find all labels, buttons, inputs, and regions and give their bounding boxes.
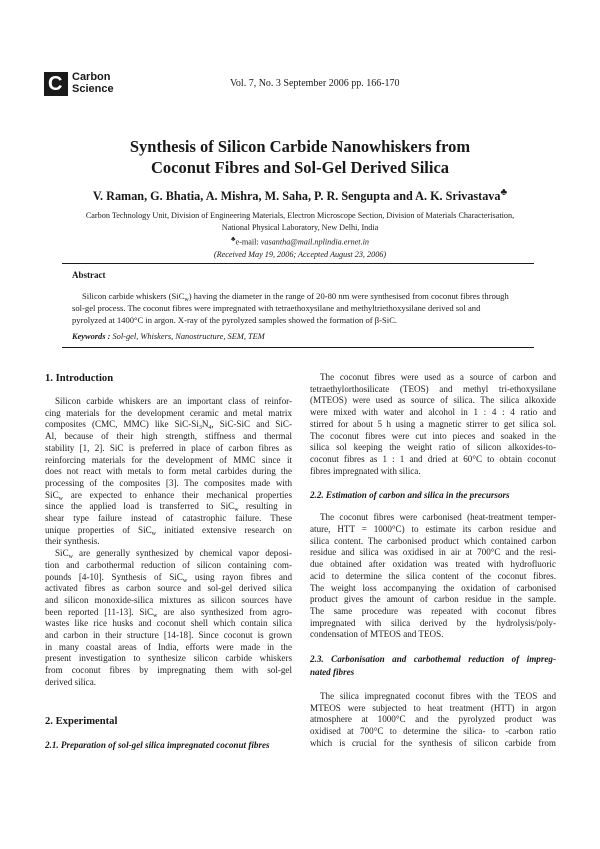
text-line: fibres impregnated with silica. <box>310 465 421 476</box>
keywords <box>72 332 265 341</box>
authors-text: V. Raman, G. Bhatia, A. Mishra, M. Saha, P. R. Sengupta and A. K. Srivastava <box>92 189 501 204</box>
journal-citation: Vol. 7, No. 3 September 2006 pp. 166-170 <box>230 78 400 89</box>
section-2-1-paragraph <box>310 372 556 477</box>
text-line: The weight loss accompanying the oxidation of carbonised <box>310 582 556 593</box>
section-heading-introduction: 1. Introduction <box>45 373 114 384</box>
journal-brand <box>72 71 114 95</box>
text-line: MTEOS were subjected to heat treatment (HTT) in argon <box>310 702 556 713</box>
email-line <box>0 234 600 249</box>
title-line-2: Coconut Fibres and Sol-Gel Derived Silica <box>150 158 450 177</box>
abstract-heading: Abstract <box>72 270 106 280</box>
text-line: and silicon monoxide-silica mixtures as silicon sources have <box>45 594 292 605</box>
text-line: wastes like rice husks and coconut shell which contain silica <box>45 618 292 629</box>
text-line: stirred for about 5 h using a magnetic stirrer to get silica sol. <box>310 418 556 429</box>
text-line: since the applied load is transferred to SiC$_w$ resulting in <box>45 501 292 514</box>
text-line: The same procedure was repeated with coconut fibres <box>310 605 556 616</box>
email-label: e-mail: <box>235 238 261 248</box>
intro-paragraph-2 <box>45 548 292 688</box>
text-line: which is crucial for the synthesis of silicon carbide from <box>310 737 556 748</box>
text-line: reinforcing materials for the development of MMC since it <box>45 454 292 465</box>
text-line: composites (CMC, MMC) like SiC-$Si_3N_4$, SiC-SiC and SiC- <box>45 419 292 432</box>
received-dates: (Received May 19, 2006; Accepted August 23, 2006) <box>213 250 387 260</box>
abstract-line-2: sol-gel process. The coconut fibres were impregnated with tetraethoxysilane and methyltriethoxysilane derived sol and <box>72 303 481 313</box>
text-line: acid to determine the silica content of the coconut fibres. <box>310 570 556 581</box>
right-column <box>310 372 556 750</box>
text-line: impregnated with silica derived by the hydrolysis/poly- <box>310 617 556 628</box>
text-line: derived silica. <box>45 676 97 687</box>
text-line: The coconut fibres were used as a source of carbon and <box>320 372 556 382</box>
text-line: present investigation to synthesize silicon carbide whiskers <box>45 653 292 664</box>
keywords-label: Keywords : <box>72 332 113 341</box>
text-line: pounds [4-10]. Synthesis of SiC$_w$ using rayon fibres and <box>45 571 292 584</box>
heading-line: 2.3. Carbonisation and carbothemal reduction of impreg- <box>310 654 556 665</box>
text-line: Al, because of their high strength, stiffness and thermal <box>45 431 292 442</box>
author-list <box>0 187 600 204</box>
logo-letter: C <box>48 73 63 95</box>
text-line: product gives the amount of carbon residue in the sample. <box>310 594 556 605</box>
email-mark: ♣ <box>231 236 236 244</box>
text-line: from coconut fibres by impregnating them with sol-gel <box>45 665 292 676</box>
text-line: due obtained after oxidation was treated with hydrofluoric <box>310 559 556 570</box>
text-line: processing of the composites [3]. The composites made with <box>45 477 292 488</box>
affiliation-line-2: National Physical Laboratory, New Delhi, India <box>221 223 379 233</box>
text-line: ature, HTT = 1000°C) to estimate its carbon residue and <box>310 524 556 535</box>
text-line: atmosphere at 1000°C and the pyrolyzed product was <box>310 714 556 725</box>
abstract-body <box>72 290 534 326</box>
text-line: The coconut fibres were carbonised (heat-treatment temper- <box>320 512 556 523</box>
abstract-top-rule <box>62 263 534 264</box>
corresponding-author-mark: ♣ <box>500 187 508 198</box>
text-line: condensation of MTEOS and TEOS. <box>310 629 444 640</box>
text-line: SiC$_w$ are expected to enhance their mechanical properties <box>45 489 292 502</box>
text-line: The silica impregnated coconut fibres with the TEOS and <box>320 691 556 702</box>
subsection-heading-2-2: 2.2. Estimation of carbon and silica in the precursors <box>310 490 510 501</box>
section-heading-experimental: 2. Experimental <box>45 715 118 727</box>
left-column <box>45 372 292 762</box>
text-line: been reported [11-13]. SiC$_w$ are also synthesized from agro- <box>45 606 292 619</box>
text-line: does not react with metals to form metal carbides during the <box>45 466 292 477</box>
title-line-1: Synthesis of Silicon Carbide Nanowhiskers from <box>129 137 471 156</box>
text-line: (MTEOS) were used as source of silica. The silica alkoxide <box>310 395 556 406</box>
text-line: SiC$_w$ are generally synthesized by chemical vapor deposi- <box>55 548 292 561</box>
section-2-3-paragraph <box>310 691 556 750</box>
heading-line: nated fibres <box>310 667 355 678</box>
text-line: unique properties of SiC$_w$ initiated extensive research on <box>45 524 292 537</box>
intro-paragraph-1 <box>45 396 292 548</box>
text-line: coconut fibres as 1 : 1 and dried at 60°C to obtain coconut <box>310 453 556 464</box>
text-line: shear type failure instead of catastrophic failure. These <box>45 513 292 524</box>
abstract-bottom-rule <box>62 347 534 348</box>
text-line: residue and silica was oxidised in air at 700°C and the resi- <box>310 547 556 558</box>
text-line: Silicon carbide whiskers are an important class of reinfor- <box>55 396 292 406</box>
journal-logo <box>44 72 68 96</box>
paper-title <box>0 136 600 178</box>
keywords-list: Sol-gel, Whiskers, Nanostructure, SEM, TEM <box>112 332 265 341</box>
text-line: silica content. The carbonised product which contained carbon <box>310 535 556 546</box>
email-address: vasantha@mail.nplindia.ernet.in <box>260 238 369 248</box>
text-line: stability [1, 2]. SiC is preferred in place of carbon fibres as <box>45 442 292 453</box>
text-line: and carbon in their structure [14-18]. Since coconut is grown <box>45 630 292 641</box>
section-2-2-paragraph <box>310 512 556 641</box>
text-line: silica sol keeping the weight ratio of silicon alkoxides-to- <box>310 442 556 453</box>
text-line: their synthesis. <box>45 536 100 547</box>
text-line: in many coastal areas of India, efforts were made in the <box>45 641 292 652</box>
text-line: oxidised at 700°C to determine the silica- to -carbon ratio <box>310 726 556 737</box>
abstract-line-3: pyrolyzed at 1400°C in argon. X-ray of the pyrolyzed samples showed the formation of β-SiC. <box>72 315 398 325</box>
subsection-heading-2-1: 2.1. Preparation of sol-gel silica impregnated coconut fibres <box>45 739 270 750</box>
brand-line-2: Science <box>72 83 114 95</box>
brand-line-1: Carbon <box>72 71 111 83</box>
text-line: were mixed with water and alcohol in 1 : 4 : 4 ratio and <box>310 407 556 418</box>
text-line: tion and carbothermal reduction of silicon containing com- <box>45 559 292 570</box>
text-line: The coconut fibres were cut into pieces and soaked in the <box>310 430 556 441</box>
subsection-heading-2-3 <box>310 653 556 679</box>
text-line: tetraethylorthosilicate (TEOS) and methyl tri-ethoxysilane <box>310 383 556 394</box>
affiliation-line-1: Carbon Technology Unit, Division of Engineering Materials, Electron Microscope Section, Division of Materials Characterisation, <box>85 211 515 220</box>
text-line: cing materials for the development ceramic and metal matrix <box>45 407 292 418</box>
text-line: activated fibres as carbon source and sol-gel derived silica <box>45 583 292 594</box>
affiliation-block <box>0 210 600 262</box>
abstract-line-1: Silicon carbide whiskers (SiC$_w$) having the diameter in the range of 20-80 nm were synthesised from coconut fibres through <box>82 291 509 303</box>
